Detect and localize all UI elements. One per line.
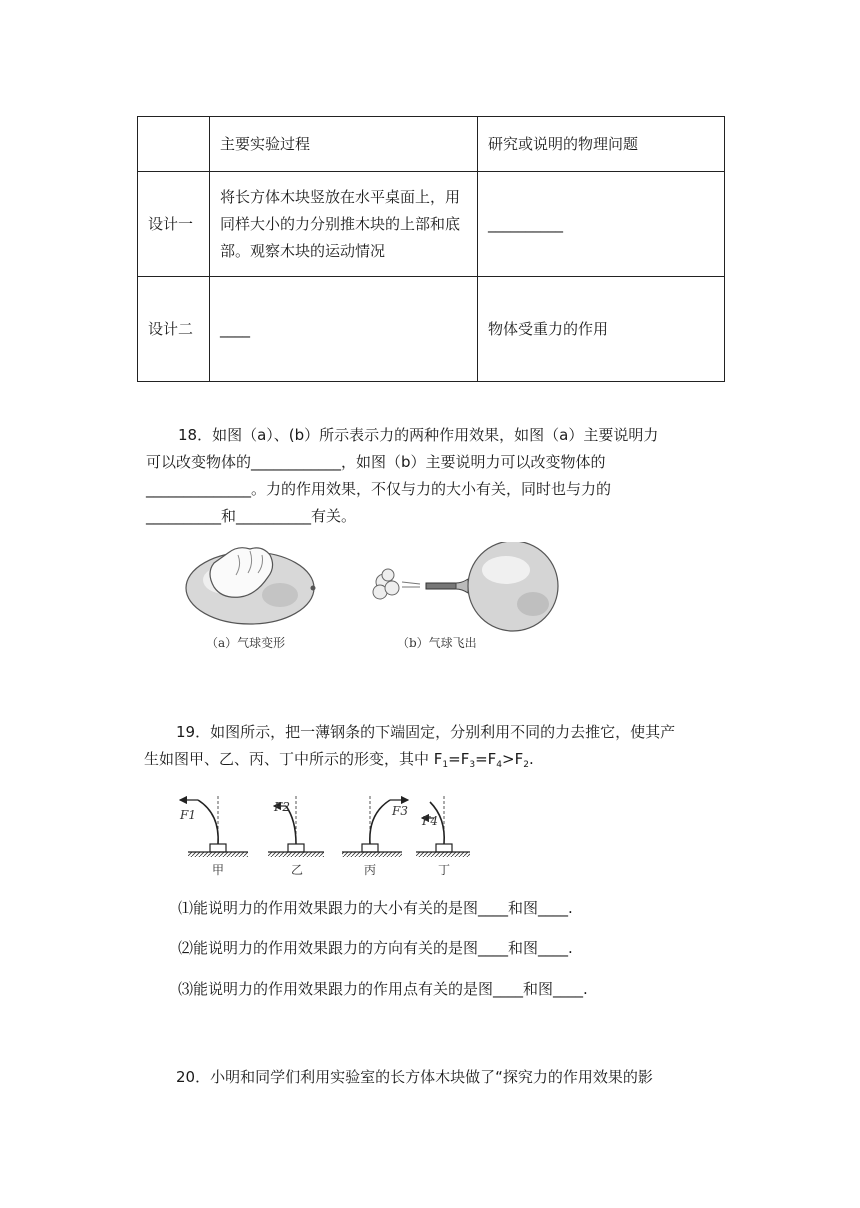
force-label-f4: F4	[422, 814, 438, 828]
q19-sub1: ⑴能说明力的作用效果跟力的大小有关的是图____和图____.	[178, 899, 573, 917]
q19-line2-text: >F	[502, 750, 524, 768]
q19-line2-text: =F	[448, 750, 470, 768]
balloon-fly-figure	[368, 542, 578, 632]
row-process: 将长方体木块竖放在水平桌面上，用同样大小的力分别推木块的上部和底部。观察木块的运动情况	[210, 172, 478, 277]
force-label-f2: F2	[274, 800, 290, 814]
table-header-cell: 主要实验过程	[210, 117, 478, 172]
q19-line2-text: =F	[475, 750, 497, 768]
table-header-row	[138, 117, 725, 172]
experiment-table	[137, 116, 725, 382]
q18-line3: ______________。力的作用效果，不仅与力的大小有关，同时也与力的	[146, 480, 612, 498]
q18-line4: __________和__________有关。	[146, 507, 357, 525]
caption-jia: 甲	[212, 863, 225, 877]
row-question-blank: __________	[478, 172, 725, 277]
caption-b: （b）气球飞出	[397, 636, 477, 650]
q19-line2-text: 生如图甲、乙、丙、丁中所示的形变，其中 F	[144, 750, 443, 768]
q19-sub3: ⑶能说明力的作用效果跟力的作用点有关的是图____和图____.	[178, 980, 588, 998]
table-header-cell: 研究或说明的物理问题	[478, 117, 725, 172]
subscript: 4	[496, 760, 503, 770]
table-row	[138, 277, 725, 382]
subscript: 2	[523, 760, 529, 770]
q20-line1: 20．小明和同学们利用实验室的长方体木块做了“探究力的作用效果的影	[176, 1068, 653, 1086]
q18-line2: 可以改变物体的____________，如图（b）主要说明力可以改变物体的	[146, 453, 606, 471]
caption-yi: 乙	[291, 863, 304, 877]
row-label: 设计一	[138, 172, 210, 277]
q19-sub2: ⑵能说明力的作用效果跟力的方向有关的是图____和图____.	[178, 939, 573, 957]
caption-a: （a）气球变形	[206, 636, 286, 650]
subscript: 1	[442, 760, 449, 770]
force-label-f3: F3	[392, 804, 408, 818]
table-row	[138, 172, 725, 277]
force-label-f1: F1	[180, 808, 196, 822]
balloon-deform-figure	[180, 545, 320, 630]
q19-line2-text: .	[528, 750, 534, 768]
q19-line1: 19．如图所示，把一薄钢条的下端固定，分别利用不同的力去推它，使其产	[176, 723, 676, 741]
caption-bing: 丙	[364, 863, 377, 877]
subscript: 3	[469, 760, 476, 770]
row-question: 物体受重力的作用	[478, 277, 725, 382]
strip-jia	[180, 796, 248, 857]
q19-line2	[144, 746, 534, 779]
row-label: 设计二	[138, 277, 210, 382]
caption-ding: 丁	[438, 863, 451, 877]
q18-line1: 18．如图（a）、(b）所示表示力的两种作用效果，如图（a）主要说明力	[178, 426, 659, 444]
row-process-blank: ____	[210, 277, 478, 382]
table-header-cell	[138, 117, 210, 172]
